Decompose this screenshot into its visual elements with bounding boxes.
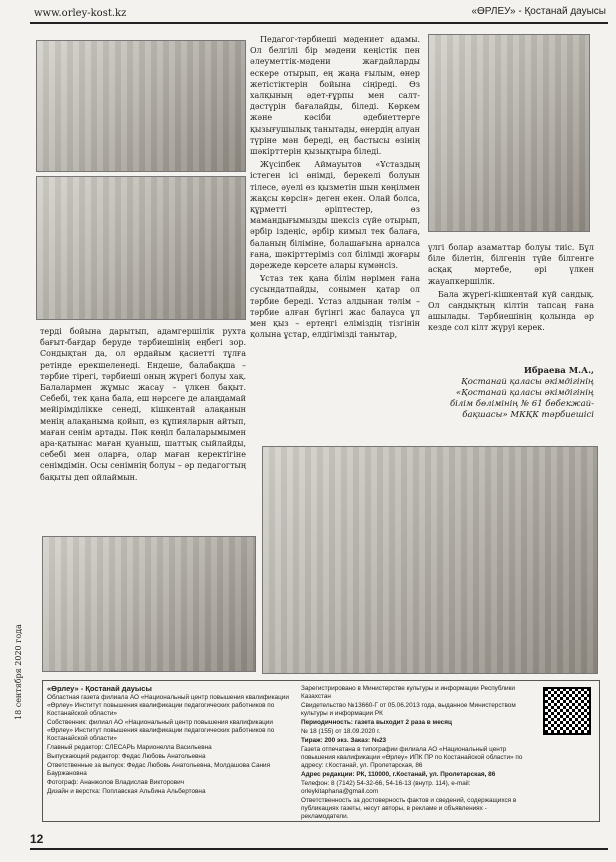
author-affiliation: бақшасы» МКҚК тәрбиешісі	[462, 410, 594, 420]
imprint-middle	[301, 685, 533, 822]
author-name: Ибраева М.А.,	[523, 366, 594, 376]
imprint-line: Ответственность за достоверность фактов и сведений, содержащихся в публикациях газеты, несут авторы, в рекламе и объявлениях - рекламодатели.	[301, 797, 517, 820]
header-title: «ӨРЛЕУ» - Қостанай дауысы	[471, 6, 606, 17]
paragraph: Педагог-тәрбиеші мәдениет адамы. Ол белгілі бір мәдени кеңістік пен әлеуметтік-мәдени жағдайларды ескере отырып, ең жаңа ғылым, өнер жетістіктерін бойына сіңіреді. Өз халқының әдет-ғұрпы мен салт-дәстүрін бағалайды, біледі. Көркем және кәсіби әдебиеттерге қызығушылық танытады, өнердің алуан түріне мән береді, ең бастысы өзінің шәкірттерін қызықтыра біледі.	[250, 35, 420, 157]
imprint-line: Зарегистрировано в Министерстве культуры и информации Республики Казахстан	[301, 685, 515, 700]
imprint-left	[47, 685, 295, 797]
header-rule	[30, 22, 608, 24]
imprint-line: № 18 (155) от 18.09.2020 г.	[301, 728, 381, 735]
imprint-title: «Өрлеу» - Қостанай дауысы	[47, 684, 152, 693]
imprint-line: Свидетельство №13660-Г от 05.06.2013 года, выданное Министерством культуры и информации РК	[301, 702, 516, 717]
paragraph: үлгі болар азаматтар болуы тиіс. Бұл біле білетін, білгенін түйе білгенге асқақ мәртебе, әрі үлкен жауапкершілік.	[428, 243, 594, 286]
article-column-left	[40, 326, 246, 485]
imprint-line: Адрес редакции: РК, 110000, г.Костанай, ул. Пролетарская, 86	[301, 771, 496, 778]
imprint-line: Выпускающий редактор: Федас Любовь Анатольевна	[47, 753, 206, 760]
header-url: www.orley-kost.kz	[34, 8, 127, 19]
imprint-line: Телефон: 8 (7142) 54-32-66, 54-16-13 (внутр. 114), e-mail: orleykitaphana@gmail.com	[301, 780, 471, 795]
footer-rule	[30, 848, 608, 850]
imprint-line: Газета отпечатана в типографии филиала АО «Национальный центр повышения квалификации «Өрлеу» ИПК ПР по Костанайской области» по адресу: г.Костанай, ул. Пролетарская, 86	[301, 746, 523, 769]
photo-gym-hall	[428, 34, 590, 232]
imprint-line: Главный редактор: СЛЕСАРЬ Марионелла Васильевна	[47, 744, 212, 751]
imprint-line: Дизайн и верстка: Поплавская Альбина Альбертовна	[47, 788, 206, 795]
imprint-line: Фотограф: Ананжолов Владислав Викторович	[47, 779, 185, 786]
side-date: 18 сентября 2020 года	[14, 624, 23, 720]
photo-classroom-2	[36, 176, 246, 320]
author-affiliation: Қостанай қаласы әкімдігінің	[461, 377, 594, 387]
photo-classroom-1	[36, 40, 246, 172]
paragraph: Ұстаз тек қана білім нәрімен ғана сусындатпайды, сонымен қатар ол тәрбие береді. Ұстаз алдынан тәлім – тәрбие алған бүгінгі жас балауса ұл мен қыз – ертеңгі еліміздің тізгінін қолына ұстар, елдігімізді танытар,	[250, 274, 420, 340]
imprint-line: Ответственные за выпуск: Федас Любовь Анатольевна, Молдашова Сания Бауржановна	[47, 762, 271, 777]
author-signature	[428, 366, 594, 421]
author-affiliation: білім бөлімінің № 61 бөбекжай-	[449, 399, 594, 409]
paragraph: терді бойына дарытып, адамгершілік рухта бағыт-бағдар беруде тәрбиешінің еңбегі зор. Сондықтан да, ол әрдайым қасиетті тұлға ретінде ерекшеленеді. Ендеше, балабақша – тәрбие тірегі, тәрбиеші оның жүрегі болуы хақ. Балалармен жұмыс жасау – үлкен бақыт. Себебі, тек қана бала, еш нәрсеге де алаңдамай мейірімділікке сенеді, кішкентай алақанын менің алақаныма қойып, өз құпияларын айтып, маған сенім артады. Пәк көңіл балаларымымен ара-қатынас маған қуаныш, шаттық сыйлайды, себебі мен оларға, олар маған керектігіне сенімдімін. Осы сенімнің болуы – әр педагогтың бақыты деп ойлаймын.	[40, 327, 246, 482]
imprint-line: Собственник: филиал АО «Национальный центр повышения квалификации «Өрлеу» Институт повышения квалификации педагогических работников по Костанайской области»	[47, 719, 275, 742]
photo-performance-1	[42, 536, 256, 672]
imprint-line: Областная газета филиала АО «Национальный центр повышения квалификации «Өрлеу» Институт повышения квалификации педагогических работников по Костанайской области»	[47, 694, 289, 717]
author-affiliation: «Қостанай қаласы әкімдігінің	[455, 388, 594, 398]
photo-performance-2	[262, 446, 598, 674]
article-column-middle	[250, 34, 420, 342]
imprint-line: Тираж: 200 экз. Заказ: №23	[301, 737, 387, 744]
imprint-line: Периодичность: газета выходит 2 раза в месяц	[301, 719, 452, 726]
qr-code-icon	[543, 687, 591, 735]
paragraph: Жүсіпбек Аймауытов «Ұстаздың істеген ісі өнімді, берекелі болуын тілесе, әуелі өз қызметін шын көңілмен жақсы көрсін» деген екен. Олай болса, құрметті әріптестер, өз мамандығымызды шексіз сүйе отырып, әрбір іздеңіс, әрбір кимыл тек балаға, баланың біліміне, болашағына арналса ғана, шәкірттеріміз сол білімді жоғары дәрежеде көрсете алары күмәнсіз.	[250, 160, 420, 271]
paragraph: Бала жүрегі-кішкентай күй сандық. Ол сандықтың кілтін тапсаң ғана ашылады. Тәрбиешінің қолында әр кезде сол кілт жүруі керек.	[428, 289, 594, 333]
imprint-box	[42, 680, 600, 822]
page-number: 12	[30, 832, 44, 846]
article-column-right	[428, 242, 594, 336]
